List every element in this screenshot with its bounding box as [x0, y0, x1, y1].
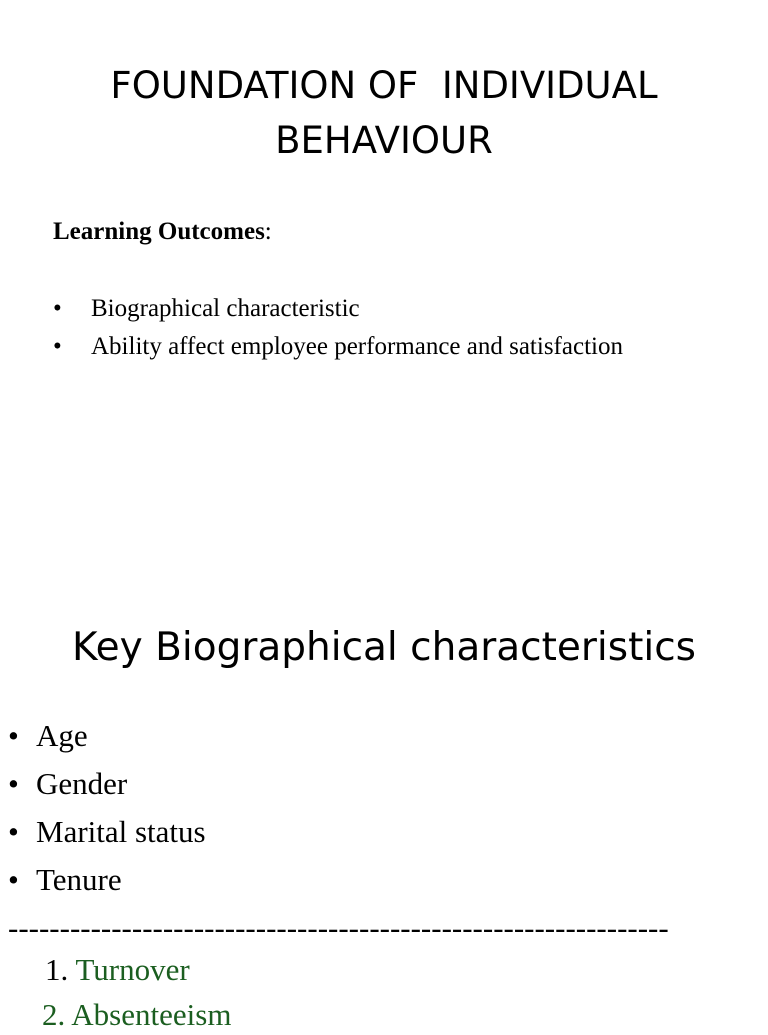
bullet-icon: • — [8, 862, 19, 897]
learning-outcomes-colon: : — [264, 218, 272, 245]
learning-outcomes-heading — [53, 215, 272, 249]
characteristic-text: Marital status — [36, 814, 206, 849]
bullet-icon: • — [8, 718, 19, 753]
bullet-icon: • — [8, 766, 19, 801]
list-item — [8, 856, 206, 904]
key-characteristics-title: Key Biographical characteristics — [72, 625, 696, 670]
list-item — [53, 328, 623, 366]
bullet-icon: • — [8, 814, 19, 849]
numbered-item-turnover — [45, 950, 190, 990]
slide-title: FOUNDATION OF INDIVIDUAL BEHAVIOUR — [110, 64, 658, 162]
item-text: Absenteeism — [71, 997, 232, 1032]
item-number: 2. — [42, 997, 66, 1032]
list-item — [8, 712, 206, 760]
learning-outcomes-label: Learning Outcomes — [53, 218, 265, 245]
characteristic-text: Age — [36, 718, 88, 753]
bullet-icon: • — [53, 295, 62, 322]
outcome-text: Ability affect employee performance and satisfaction — [91, 333, 623, 360]
characteristic-text: Tenure — [36, 862, 122, 897]
bullet-icon: • — [53, 333, 62, 360]
item-text: Turnover — [75, 952, 190, 987]
dashed-divider: ---------------------------------------------------------------- — [8, 910, 669, 945]
characteristic-text: Gender — [36, 766, 128, 801]
learning-outcomes-list — [53, 290, 623, 366]
numbered-item-absenteeism — [42, 995, 231, 1035]
outcome-text: Biographical characteristic — [91, 295, 360, 322]
list-item — [53, 290, 623, 328]
item-number: 1. — [45, 952, 69, 987]
list-item — [8, 760, 206, 808]
list-item — [8, 808, 206, 856]
characteristics-list — [8, 712, 206, 904]
